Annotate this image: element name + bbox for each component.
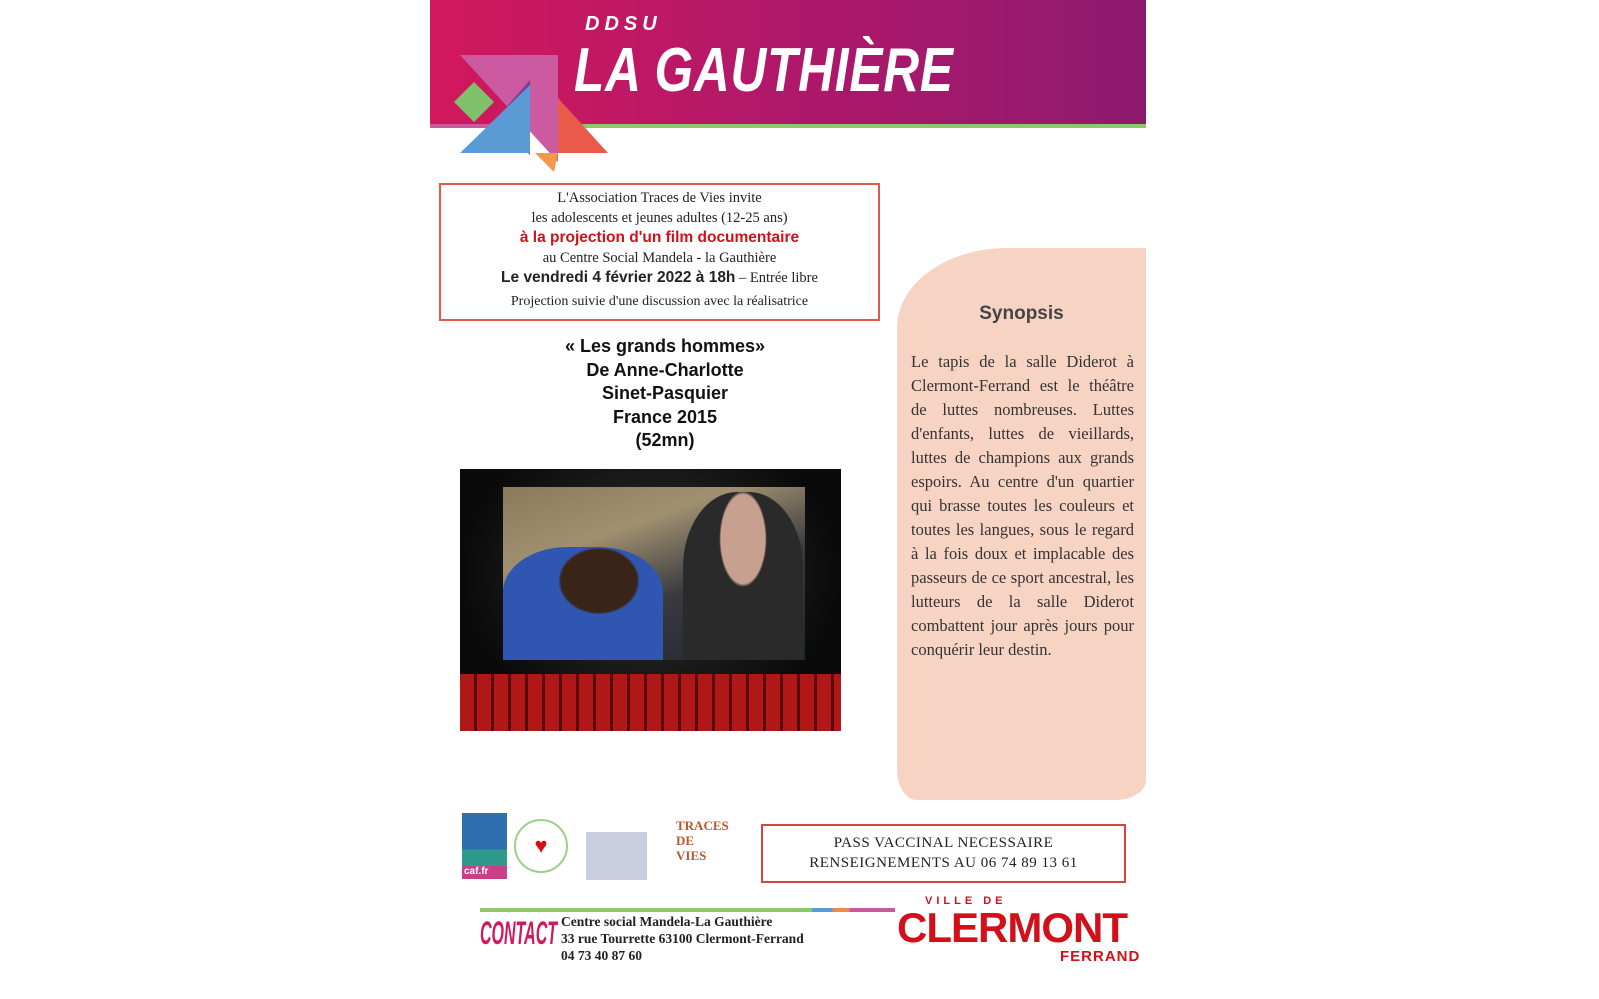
contact-stripe [480,908,895,912]
contact-street: 33 rue Tourrette 63100 Clermont-Ferrand [561,931,804,946]
cinema-image [460,469,841,731]
notice-box [761,824,1126,883]
notice-line: PASS VACCINAL NECESSAIRE [833,835,1054,851]
page-title: LA GAUTHIÈRE [574,36,954,105]
traces-de-vies-logo: TRACES DE VIES [676,818,729,863]
invite-line: Projection suivie d'une discussion avec la réalisatrice [510,294,809,309]
film-still [503,487,805,660]
invitation-box [439,183,880,321]
contact-phone: 04 73 40 87 60 [561,948,642,963]
city-logo: CLERMONT [897,904,1127,951]
org-label: DDSU [585,13,662,35]
contact-address [561,913,804,964]
film-country-year: France 2015 [612,406,718,427]
invite-line: les adolescents et jeunes adultes (12-25 ans) [531,210,788,226]
invite-highlight: à la projection d'un film documentaire [519,229,800,246]
film-duration: (52mn) [635,430,695,450]
notice-phone: RENSEIGNEMENTS AU 06 74 89 13 61 [809,855,1078,871]
person-figure [683,492,803,660]
partner-logo [586,832,647,880]
caf-logo [462,813,507,879]
invite-line: L'Association Traces de Vies invite [557,190,762,206]
caf-logo-text: caf.fr [464,866,489,877]
film-director: De Anne-Charlotte [586,359,744,380]
film-info [470,335,860,453]
person-figure [503,547,663,660]
entry-note: – Entrée libre [735,270,818,286]
event-date: Le vendredi 4 février 2022 à 18h [501,269,736,286]
city-suffix: FERRAND [1060,948,1141,965]
invite-line: au Centre Social Mandela - la Gauthière [542,250,777,266]
city-prefix: VILLE DE [925,895,1007,907]
synopsis-text: Le tapis de la salle Diderot à Clermont-Ferrand est le théâtre de luttes nombreuses. Luttes d'enfants, luttes de vieillards, luttes de champions aux grands espoirs. Au centre d'un quartier qui brasse toutes les couleurs et toutes les langues, sous le regard à la fois doux et implacable des passeurs de ce sport ancestral, les lutteurs de la salle Diderot combattent jour après jours pour conquérir leur destin. [911,352,1134,659]
contact-label: CONTACT [480,915,558,951]
contact-name: Centre social Mandela-La Gauthière [561,914,773,929]
film-title: « Les grands hommes» [564,336,766,356]
film-director: Sinet-Pasquier [601,383,729,403]
synopsis-title: Synopsis [979,303,1064,324]
cinema-seats [460,674,841,731]
heart-hands-logo-icon: ♥ [514,819,568,873]
